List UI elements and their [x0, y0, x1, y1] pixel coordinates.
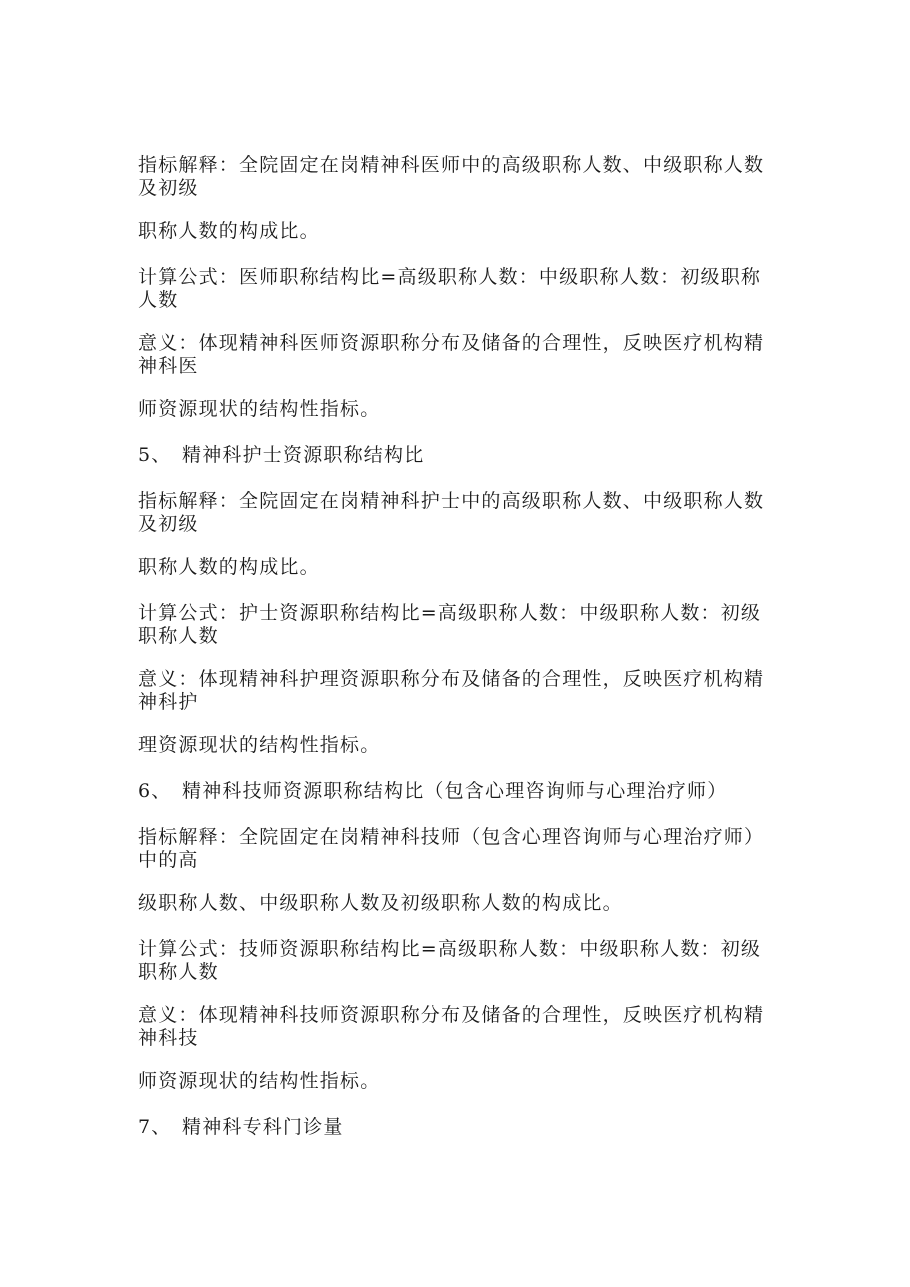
section-number: 7、: [138, 1116, 172, 1138]
section-heading-5: [138, 444, 774, 467]
section-number: 5、: [138, 444, 172, 466]
paragraph-nurse-meaning-cont: 理资源现状的结构性指标。: [138, 734, 381, 756]
section-title: 精神科技师资源职称结构比（包含心理咨询师与心理治疗师）: [182, 780, 728, 802]
paragraph-technician-definition: 指标解释：全院固定在岗精神科技师（包含心理咨询师与心理治疗师）中的高: [138, 826, 765, 871]
document-page: [138, 154, 774, 1162]
paragraph-doctor-meaning: 意义：体现精神科医师资源职称分布及储备的合理性，反映医疗机构精神科医: [138, 332, 765, 377]
section-number: 6、: [138, 780, 172, 802]
paragraph-nurse-definition: 指标解释：全院固定在岗精神科护士中的高级职称人数、中级职称人数及初级: [138, 490, 765, 535]
paragraph-doctor-definition: 指标解释：全院固定在岗精神科医师中的高级职称人数、中级职称人数及初级: [138, 154, 765, 199]
paragraph-technician-meaning: 意义：体现精神科技师资源职称分布及储备的合理性，反映医疗机构精神科技: [138, 1004, 765, 1049]
paragraph-technician-meaning-cont: 师资源现状的结构性指标。: [138, 1070, 381, 1092]
paragraph-technician-formula: 计算公式：技师资源职称结构比=高级职称人数：中级职称人数：初级职称人数: [138, 938, 762, 983]
section-title: 精神科护士资源职称结构比: [182, 444, 425, 466]
paragraph-nurse-formula: 计算公式：护士资源职称结构比=高级职称人数：中级职称人数：初级职称人数: [138, 602, 762, 647]
section-heading-6: [138, 780, 774, 803]
paragraph-nurse-definition-cont: 职称人数的构成比。: [138, 556, 320, 578]
paragraph-doctor-meaning-cont: 师资源现状的结构性指标。: [138, 398, 381, 420]
paragraph-nurse-meaning: 意义：体现精神科护理资源职称分布及储备的合理性，反映医疗机构精神科护: [138, 668, 765, 713]
section-heading-7: [138, 1116, 774, 1139]
paragraph-doctor-definition-cont: 职称人数的构成比。: [138, 220, 320, 242]
section-title: 精神科专科门诊量: [182, 1116, 344, 1138]
paragraph-doctor-formula: 计算公式：医师职称结构比=高级职称人数：中级职称人数：初级职称人数: [138, 266, 762, 311]
paragraph-technician-definition-cont: 级职称人数、中级职称人数及初级职称人数的构成比。: [138, 892, 623, 914]
